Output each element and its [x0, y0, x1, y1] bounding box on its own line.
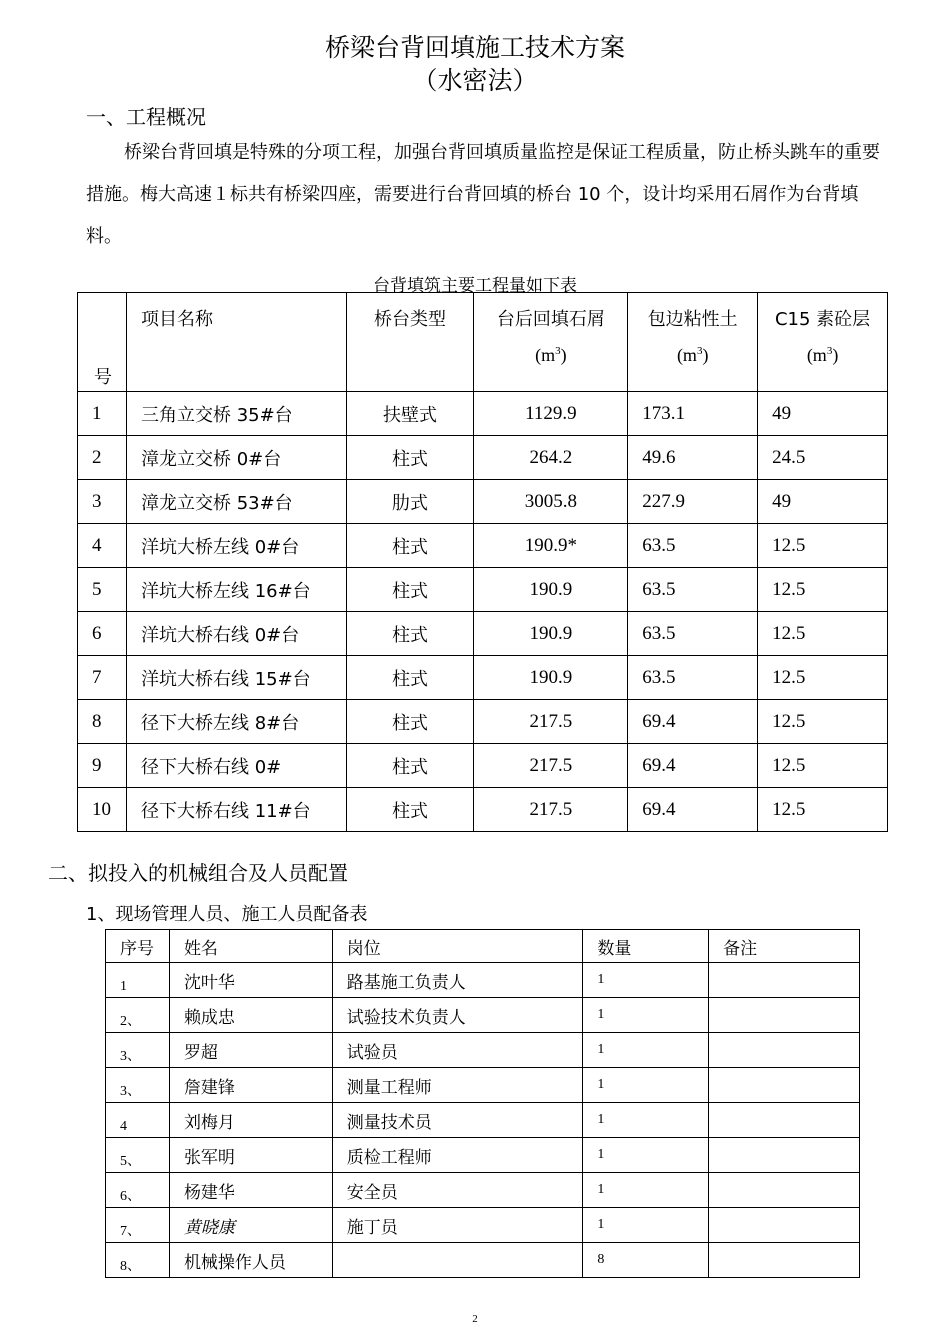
row-no: 4 [106, 1103, 170, 1138]
row-name: 洋坑大桥左线 0#台 [126, 524, 346, 568]
doc-subtitle: （水密法） [412, 66, 538, 95]
row-no: 3、 [106, 1033, 170, 1068]
row-c15: 12.5 [758, 524, 888, 568]
header-clay-label: 包边粘性土 [647, 309, 738, 330]
row-c15: 12.5 [758, 744, 888, 788]
row-no: 5 [78, 568, 127, 612]
row-note [709, 1138, 860, 1173]
row-type: 柱式 [346, 524, 474, 568]
row-note [709, 1103, 860, 1138]
row-count: 1 [583, 998, 709, 1033]
row-no: 6 [78, 612, 127, 656]
row-note [709, 998, 860, 1033]
row-post: 路基施工负责人 [332, 963, 583, 998]
row-no: 1 [106, 963, 170, 998]
row-c15: 12.5 [758, 700, 888, 744]
row-no: 8、 [106, 1243, 170, 1278]
header-c15-unit: $(m^3)$ [806, 345, 839, 365]
row-stone: 190.9* [474, 524, 628, 568]
row-note [709, 1243, 860, 1278]
row-no: 7、 [106, 1208, 170, 1243]
row-type: 扶壁式 [346, 392, 474, 436]
row-type: 柱式 [346, 436, 474, 480]
row-post: 试验技术负责人 [332, 998, 583, 1033]
table-header-row [106, 930, 860, 963]
row-no: 2、 [106, 998, 170, 1033]
row-type: 柱式 [346, 612, 474, 656]
row-clay: 173.1 [628, 392, 758, 436]
row-c15: 12.5 [758, 788, 888, 832]
table-row [78, 612, 888, 656]
row-type: 柱式 [346, 788, 474, 832]
row-stone: 190.9 [474, 568, 628, 612]
row-count: 1 [583, 963, 709, 998]
quantity-table [77, 292, 888, 832]
row-count: 1 [583, 1103, 709, 1138]
row-stone: 1129.9 [474, 392, 628, 436]
row-name: 詹建锋 [169, 1068, 332, 1103]
row-no: 8 [78, 700, 127, 744]
row-no: 5、 [106, 1138, 170, 1173]
header-type: 桥台类型 [346, 293, 474, 392]
table-row [106, 1103, 860, 1138]
row-clay: 69.4 [628, 700, 758, 744]
row-note [709, 1033, 860, 1068]
section-heading-overview: 一、工程概况 [86, 105, 206, 129]
row-stone: 217.5 [474, 700, 628, 744]
table-row [78, 392, 888, 436]
row-no: 9 [78, 744, 127, 788]
staff-table [105, 929, 860, 1278]
staff-table-title: 1、现场管理人员、施工人员配备表 [86, 904, 368, 925]
row-stone: 190.9 [474, 656, 628, 700]
header-post: 岗位 [332, 930, 583, 963]
table-row [106, 1033, 860, 1068]
header-clay [628, 293, 758, 392]
row-type: 肋式 [346, 480, 474, 524]
section-heading-staffing: 二、拟投入的机械组合及人员配置 [48, 861, 348, 885]
table-row [106, 963, 860, 998]
row-no: 4 [78, 524, 127, 568]
row-note [709, 963, 860, 998]
row-no: 1 [78, 392, 127, 436]
row-c15: 24.5 [758, 436, 888, 480]
table-row [106, 1243, 860, 1278]
row-note [709, 1068, 860, 1103]
row-c15: 49 [758, 480, 888, 524]
table-row [106, 1068, 860, 1103]
row-name: 赖成忠 [169, 998, 332, 1033]
row-clay: 63.5 [628, 568, 758, 612]
table-row [78, 568, 888, 612]
row-clay: 63.5 [628, 656, 758, 700]
table-row [78, 788, 888, 832]
table-row [106, 1138, 860, 1173]
row-name: 径下大桥左线 8#台 [126, 700, 346, 744]
row-name: 径下大桥右线 11#台 [126, 788, 346, 832]
header-note: 备注 [709, 930, 860, 963]
row-name: 张军明 [169, 1138, 332, 1173]
row-c15: 12.5 [758, 612, 888, 656]
row-name: 径下大桥右线 0# [126, 744, 346, 788]
row-count: 1 [583, 1033, 709, 1068]
row-clay: 227.9 [628, 480, 758, 524]
page-number: 2 [472, 1313, 478, 1325]
row-c15: 49 [758, 392, 888, 436]
row-name: 漳龙立交桥 53#台 [126, 480, 346, 524]
table-row [106, 1173, 860, 1208]
row-clay: 49.6 [628, 436, 758, 480]
row-no: 6、 [106, 1173, 170, 1208]
header-stone-label: 台后回填石屑 [496, 309, 605, 330]
table-row [106, 998, 860, 1033]
table-row [78, 744, 888, 788]
row-count: 1 [583, 1068, 709, 1103]
table-row [78, 524, 888, 568]
row-stone: 3005.8 [474, 480, 628, 524]
row-name: 杨建华 [169, 1173, 332, 1208]
row-no: 3 [78, 480, 127, 524]
row-count: 1 [583, 1173, 709, 1208]
doc-title: 桥梁台背回填施工技术方案 [324, 33, 625, 62]
row-post: 施丁员 [332, 1208, 583, 1243]
header-count: 数量 [583, 930, 709, 963]
header-c15-label: C15 素砼层 [774, 309, 871, 330]
row-stone: 264.2 [474, 436, 628, 480]
row-no: 7 [78, 656, 127, 700]
header-stone-unit: $(m^3)$ [535, 345, 567, 365]
row-clay: 63.5 [628, 612, 758, 656]
row-type: 柱式 [346, 744, 474, 788]
row-post: 测量技术员 [332, 1103, 583, 1138]
row-name: 洋坑大桥左线 16#台 [126, 568, 346, 612]
table-row [78, 436, 888, 480]
row-name: 三角立交桥 35#台 [126, 392, 346, 436]
table-row [78, 700, 888, 744]
row-c15: 12.5 [758, 656, 888, 700]
row-clay: 63.5 [628, 524, 758, 568]
row-count: 1 [583, 1208, 709, 1243]
row-no: 2 [78, 436, 127, 480]
table-row [106, 1208, 860, 1243]
row-note [709, 1208, 860, 1243]
table-header-row [78, 293, 888, 392]
header-no: 号 [78, 293, 127, 392]
row-name: 洋坑大桥右线 0#台 [126, 612, 346, 656]
row-post: 试验员 [332, 1033, 583, 1068]
overview-paragraph: 桥梁台背回填是特殊的分项工程，加强台背回填质量监控是保证工程质量，防止桥头跳车的重要措施。梅大高速１标共有桥梁四座，需要进行台背回填的桥台 10 个，设计均采用石屑作为台背填料。 [86, 142, 880, 247]
row-name: 刘梅月 [169, 1103, 332, 1138]
header-no: 序号 [106, 930, 170, 963]
table-row [78, 480, 888, 524]
row-name: 洋坑大桥右线 15#台 [126, 656, 346, 700]
row-name: 漳龙立交桥 0#台 [126, 436, 346, 480]
table-row [78, 656, 888, 700]
row-type: 柱式 [346, 568, 474, 612]
row-post: 安全员 [332, 1173, 583, 1208]
row-name: 黄晓康 [169, 1208, 332, 1243]
row-type: 柱式 [346, 656, 474, 700]
row-count: 8 [583, 1243, 709, 1278]
header-name: 姓名 [169, 930, 332, 963]
row-no: 10 [78, 788, 127, 832]
row-clay: 69.4 [628, 744, 758, 788]
header-stone [474, 293, 628, 392]
row-clay: 69.4 [628, 788, 758, 832]
row-no: 3、 [106, 1068, 170, 1103]
header-c15 [758, 293, 888, 392]
row-post [332, 1243, 583, 1278]
row-post: 测量工程师 [332, 1068, 583, 1103]
row-name: 机械操作人员 [169, 1243, 332, 1278]
row-name: 沈叶华 [169, 963, 332, 998]
row-name: 罗超 [169, 1033, 332, 1068]
row-c15: 12.5 [758, 568, 888, 612]
row-stone: 217.5 [474, 744, 628, 788]
row-note [709, 1173, 860, 1208]
table1-caption: 台背填筑主要工程量如下表 [373, 276, 577, 296]
row-count: 1 [583, 1138, 709, 1173]
row-stone: 190.9 [474, 612, 628, 656]
header-name: 项目名称 [126, 293, 346, 392]
header-clay-unit: $(m^3)$ [676, 345, 709, 365]
row-stone: 217.5 [474, 788, 628, 832]
row-post: 质检工程师 [332, 1138, 583, 1173]
row-type: 柱式 [346, 700, 474, 744]
